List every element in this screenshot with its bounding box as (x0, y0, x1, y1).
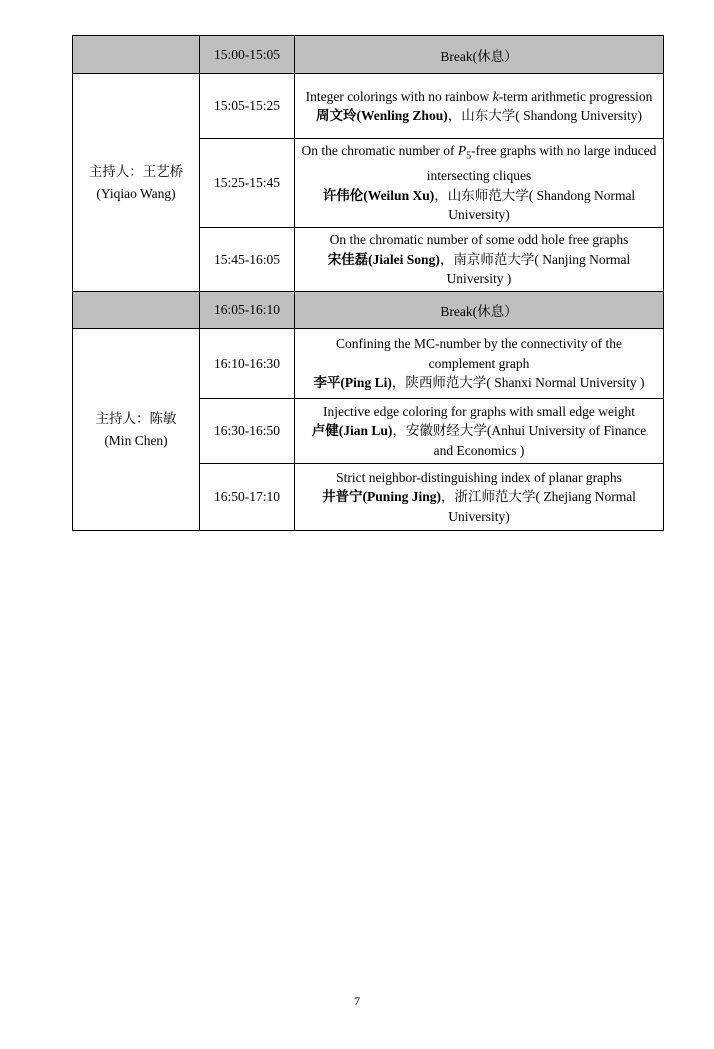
chair-name-cn: 主持人：王艺桥 (88, 163, 184, 179)
break-label-cell: Break(休息） (295, 292, 664, 329)
talk-speaker (301, 487, 657, 526)
text-segment: -free graphs with no large induced intersecting cliques (426, 143, 657, 184)
chair-name-en: (Yiqiao Wang) (96, 185, 176, 201)
text-segment: Integer colorings with no rainbow (305, 88, 493, 104)
talk-title (301, 87, 657, 107)
text-segment: -term arithmetic progression (498, 88, 653, 104)
time-cell: 15:05-15:25 (200, 74, 295, 139)
talk-cell (295, 399, 664, 464)
text-segment: ，安徽财经大学(Anhui University of Finance and Economics ) (392, 423, 647, 458)
text-segment: 周文玲(Wenling Zhou) (316, 108, 448, 123)
talk-title (301, 334, 657, 373)
break-label-cell: Break(休息） (295, 36, 664, 74)
schedule-table-body (73, 36, 664, 531)
break-row (73, 36, 664, 74)
page-number: 7 (354, 994, 360, 1008)
time-cell: 16:05-16:10 (200, 292, 295, 329)
talk-cell (295, 464, 664, 531)
chair-name-en: (Min Chen) (104, 432, 168, 448)
chair-empty-cell (73, 36, 200, 74)
talk-title (301, 230, 657, 250)
time-cell: 15:00-15:05 (200, 36, 295, 74)
talk-title (301, 141, 657, 186)
talk-cell (295, 228, 664, 292)
session-row (73, 74, 664, 139)
text-segment: ，南京师范大学( Nanjing Normal University ) (439, 251, 631, 287)
text-segment: Confining the MC-number by the connectivity of the complement graph (335, 336, 623, 371)
text-segment: ，山东大学( Shandong University) (447, 108, 642, 123)
break-row (73, 292, 664, 329)
text-segment: 许伟伦(Weilun Xu) (322, 187, 435, 203)
text-segment: 井普宁(Puning Jing) (322, 489, 441, 505)
chair-cell (73, 74, 200, 292)
text-segment: ，浙江师范大学( Zhejiang Normal University) (440, 489, 636, 524)
chair-name-cn: 主持人：陈敏 (95, 410, 177, 426)
talk-speaker (301, 186, 657, 225)
text-segment: Strict neighbor-distinguishing index of planar graphs (336, 469, 622, 485)
text-segment: ，山东师范大学( Shandong Normal University) (434, 187, 636, 223)
session-row (73, 329, 664, 399)
time-cell: 16:30-16:50 (200, 399, 295, 464)
talk-cell (295, 329, 664, 399)
chair-cell (73, 329, 200, 531)
text-segment: 5 (466, 150, 472, 162)
time-cell: 16:50-17:10 (200, 464, 295, 531)
schedule-table (72, 35, 664, 531)
time-cell: 15:45-16:05 (200, 228, 295, 292)
text-segment: P (457, 143, 467, 159)
talk-speaker (301, 373, 657, 393)
time-cell: 16:10-16:30 (200, 329, 295, 399)
talk-title (301, 402, 657, 422)
chair-empty-cell (73, 292, 200, 329)
talk-speaker (301, 250, 657, 289)
text-segment: k (492, 88, 499, 104)
text-segment: Injective edge coloring for graphs with small edge weight (323, 403, 635, 419)
text-segment: 宋佳磊(Jialei Song) (327, 251, 440, 267)
talk-speaker (301, 106, 657, 126)
talk-cell (295, 74, 664, 139)
text-segment: On the chromatic number of some odd hole free graphs (329, 232, 629, 248)
talk-title (301, 468, 657, 488)
text-segment: 卢健(Jian Lu) (311, 423, 393, 439)
talk-speaker (301, 421, 657, 460)
text-segment: 李平(Ping Li) (313, 375, 392, 391)
text-segment: ，陕西师范大学( Shanxi Normal University ) (391, 375, 645, 391)
talk-cell (295, 139, 664, 228)
time-cell: 15:25-15:45 (200, 139, 295, 228)
text-segment: On the chromatic number of (301, 143, 458, 159)
